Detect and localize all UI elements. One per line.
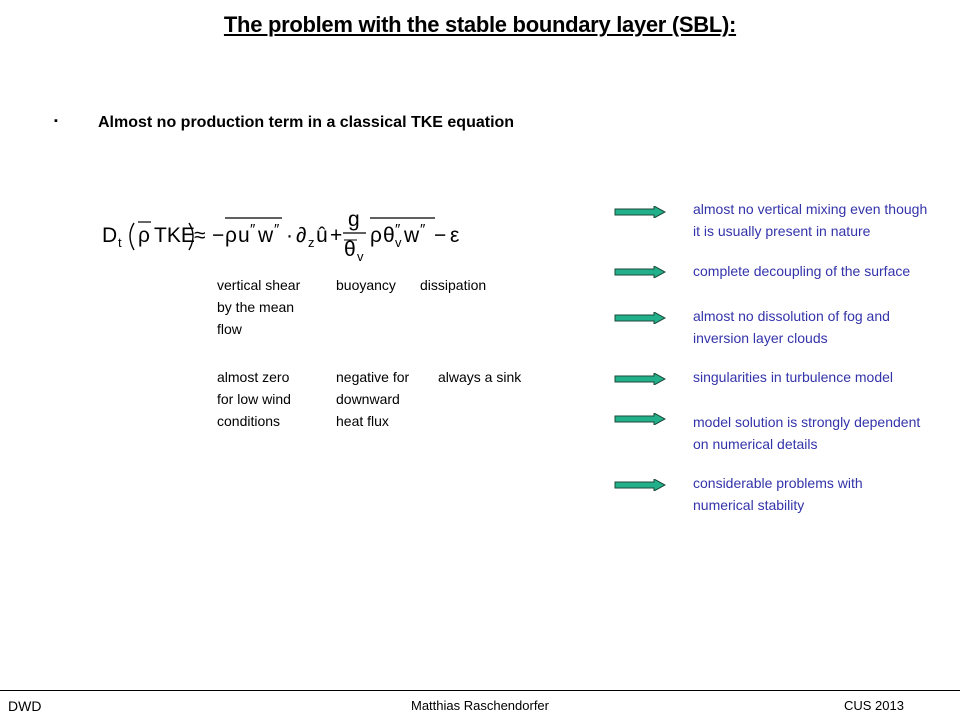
eq-rho-2: ρ (370, 224, 382, 247)
footer-org: DWD (8, 698, 42, 714)
eq-lhs-d: D (102, 224, 118, 247)
eq-plus: + (330, 224, 343, 247)
tke-equation (100, 200, 480, 270)
eq-pp-2: ″ (274, 221, 280, 238)
eq-approx: ≈ (194, 224, 206, 247)
eq-lhs-rho: ρ (138, 224, 150, 247)
eq-lhs-tke: TKE (154, 224, 195, 247)
shear-note: almost zero for low wind conditions (217, 369, 291, 429)
bullet-text: Almost no production term in a classical TKE equation (98, 114, 515, 131)
eq-minus-2: − (434, 224, 447, 247)
eq-pp-3: ″ (395, 221, 401, 238)
right-arrow-icon (614, 206, 666, 218)
eq-pp-4: ″ (420, 221, 426, 238)
eq-z: z (308, 235, 315, 250)
eq-u: u (238, 224, 250, 247)
bullet-marker: ▪ (54, 115, 58, 127)
eq-pp-1: ″ (250, 221, 256, 238)
eq-partial: ∂ (296, 224, 307, 247)
eq-w-1: w (258, 224, 274, 247)
footer-author: Matthias Raschendorfer (410, 698, 549, 713)
eq-dot: · (286, 224, 293, 247)
consequence-item: almost no vertical mixing even though it is usually present in nature (693, 201, 928, 239)
right-arrow-icon (614, 373, 666, 385)
consequence-item: considerable problems with numerical stability (693, 475, 863, 513)
eq-uhat: û (316, 224, 328, 247)
page-title: The problem with the stable boundary layer (SBL): (223, 12, 737, 37)
right-arrow-icon (614, 413, 666, 425)
eq-epsilon: ε (450, 224, 460, 247)
consequence-item: almost no dissolution of fog and inversion layer clouds (693, 308, 890, 346)
dissipation-note: always a sink (438, 369, 522, 385)
dissipation-description: dissipation (420, 277, 487, 293)
eq-theta-1: θ (344, 238, 356, 261)
consequence-item: singularities in turbulence model (693, 369, 893, 385)
right-arrow-icon (614, 266, 666, 278)
eq-v-2: v (395, 235, 402, 250)
eq-g: g (348, 208, 360, 231)
eq-theta-2: θ (383, 224, 395, 247)
consequence-item: complete decoupling of the surface (693, 263, 911, 279)
right-arrow-icon (614, 479, 666, 491)
buoyancy-note: negative for downward heat flux (336, 369, 410, 429)
eq-lhs-t: t (118, 235, 122, 250)
shear-description: vertical shear by the mean flow (217, 277, 301, 337)
eq-minus-1: − (212, 224, 225, 247)
consequence-item: model solution is strongly dependent on numerical details (693, 414, 921, 452)
buoyancy-description: buoyancy (336, 277, 396, 293)
eq-rho-1: ρ (225, 224, 237, 247)
footer-event: CUS 2013 (844, 698, 904, 713)
footer-divider (0, 690, 960, 691)
eq-w-2: w (404, 224, 420, 247)
eq-v-1: v (357, 249, 364, 264)
right-arrow-icon (614, 312, 666, 324)
